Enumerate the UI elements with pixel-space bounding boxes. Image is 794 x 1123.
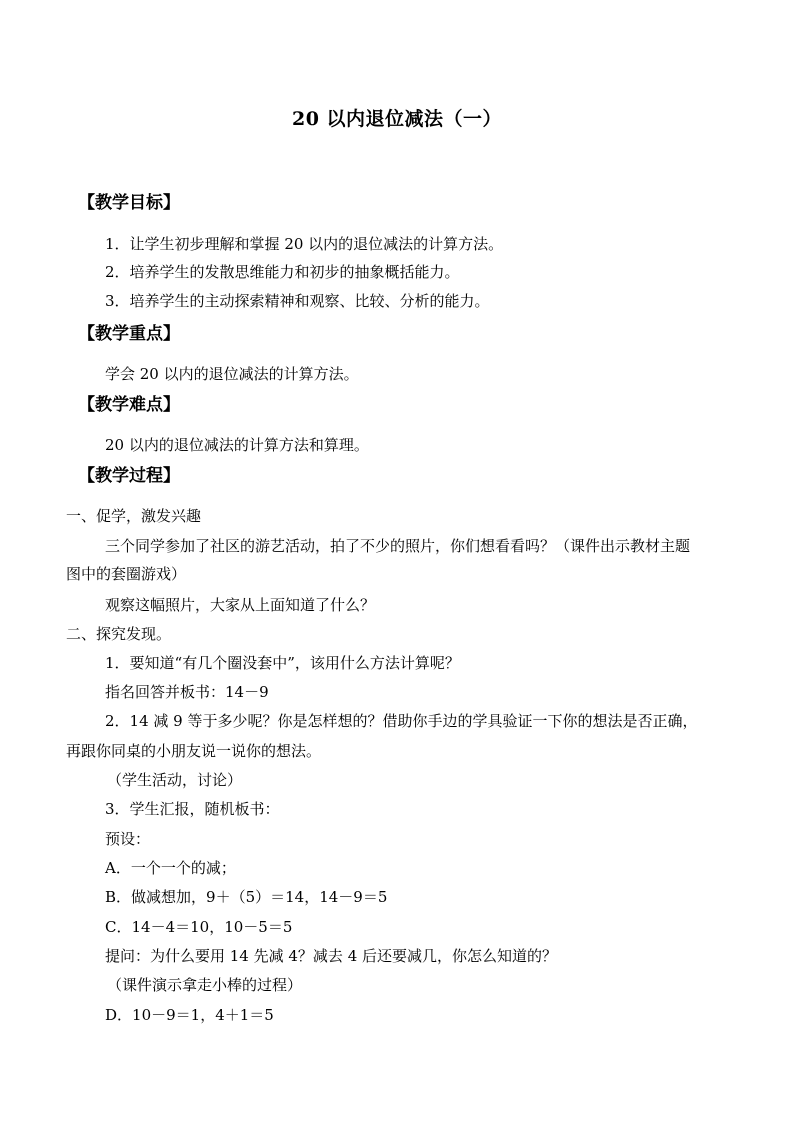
difficulties-heading: 【教学难点】 <box>78 395 180 415</box>
option-b: B．做减想加，9＋（5）＝14，14－9＝5 <box>105 888 388 906</box>
question-1: 1．要知道“有几个圈没套中”，该用什么方法计算呢？ <box>105 654 460 672</box>
question-3: 3．学生汇报，随机板书： <box>105 800 280 818</box>
process-heading: 【教学过程】 <box>78 466 180 486</box>
goals-heading: 【教学目标】 <box>78 193 180 213</box>
key-points-heading: 【教学重点】 <box>78 324 180 344</box>
part2-title: 二、探究发现。 <box>66 625 172 643</box>
part1-paragraph-2: 观察这幅照片，大家从上面知道了什么？ <box>105 596 376 614</box>
question-2-line-2: 再跟你同桌的小朋友说一说你的想法。 <box>66 742 322 760</box>
preset-label: 预设： <box>105 830 151 848</box>
goal-item-1: 1．让学生初步理解和掌握 20 以内的退位减法的计算方法。 <box>105 235 504 253</box>
teacher-question: 提问：为什么要用 14 先减 4？减去 4 后还要减几，你怎么知道的？ <box>105 947 558 965</box>
goal-item-3: 3．培养学生的主动探索精神和观察、比较、分析的能力。 <box>105 292 490 310</box>
key-points-text: 学会 20 以内的退位减法的计算方法。 <box>105 365 359 383</box>
courseware-demo: （课件演示拿走小棒的过程） <box>107 976 303 994</box>
page-title: 20 以内退位减法（一） <box>291 108 503 130</box>
option-d: D．10－9＝1，4＋1＝5 <box>105 1006 274 1024</box>
option-a: A．一个一个的减； <box>105 859 236 877</box>
question-2-line-1: 2．14 减 9 等于多少呢？你是怎样想的？借助你手边的学具验证一下你的想法是否正确， <box>105 712 698 730</box>
option-c: C．14－4＝10，10－5＝5 <box>105 918 293 936</box>
goal-item-2: 2．培养学生的发散思维能力和初步的抽象概括能力。 <box>105 263 460 281</box>
difficulties-text: 20 以内的退位减法的计算方法和算理。 <box>105 436 369 454</box>
question-1-answer: 指名回答并板书：14－9 <box>105 683 269 701</box>
part1-title: 一、促学，激发兴趣 <box>66 507 202 525</box>
part1-paragraph-line-1: 三个同学参加了社区的游艺活动，拍了不少的照片，你们想看看吗？（课件出示教材主题 <box>105 537 691 555</box>
student-activity: （学生活动，讨论） <box>107 771 243 789</box>
part1-paragraph-line-2: 图中的套圈游戏） <box>66 565 187 583</box>
